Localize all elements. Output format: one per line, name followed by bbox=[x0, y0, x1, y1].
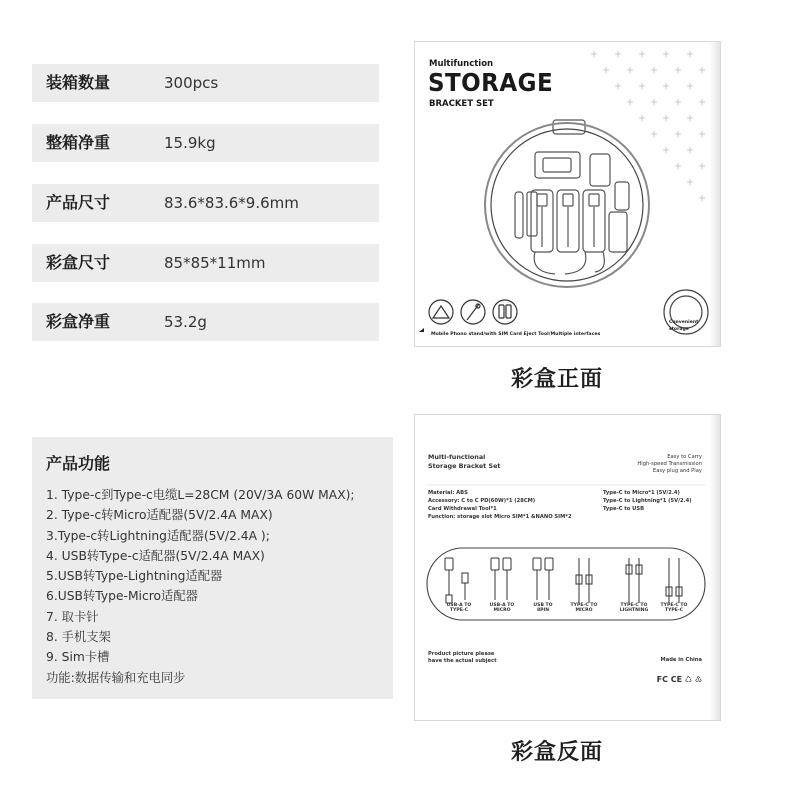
cable-label-line: MICRO bbox=[575, 608, 593, 614]
sim-eject-tool-icon bbox=[461, 300, 485, 324]
back-box-image bbox=[415, 415, 720, 720]
usb-a-to-type-c-cable-icon bbox=[445, 558, 468, 603]
feature-item: 功能:数据传输和充电同步 bbox=[46, 670, 186, 685]
spec-row-carton-quantity bbox=[32, 64, 379, 102]
cable-label bbox=[653, 603, 695, 614]
front-box-image bbox=[415, 42, 720, 346]
feature-item: 4. USB转Type-c适配器(5V/2.4A MAX) bbox=[46, 548, 265, 563]
cable-label bbox=[481, 603, 523, 614]
cable-label-line: TYPE-C TO bbox=[570, 603, 598, 608]
front-title-line2: STORAGE bbox=[428, 68, 554, 97]
left-spec: Card Withdrawal Tool*1 bbox=[428, 506, 497, 512]
cable-label-line: TYPE-C TO bbox=[660, 603, 688, 608]
type-c-to-type-c-cable-icon bbox=[666, 558, 682, 603]
cable-label-line: USB TO bbox=[533, 603, 553, 608]
spec-label: 产品尺寸 bbox=[46, 193, 111, 212]
back-box-caption: 彩盒反面 bbox=[511, 740, 604, 765]
feature-panel bbox=[32, 437, 393, 699]
back-title-line1: Multi-functional bbox=[428, 453, 486, 461]
front-box-caption: 彩盒正面 bbox=[511, 367, 604, 392]
plus-pattern-icon bbox=[591, 51, 705, 201]
front-bottom-text: Mobile Phono stand/with SIM Card Eject Tool/Multiple interfaces bbox=[431, 332, 601, 337]
spec-row-carton-weight bbox=[32, 124, 379, 162]
left-spec: Accessory: C to C PD(60W)*1 (28CM) bbox=[428, 498, 536, 504]
spec-row-box-size bbox=[32, 244, 379, 282]
left-spec: Function: storage slot Micro SIM*1 &NANO SIM*2 bbox=[428, 514, 572, 520]
feature-title: 产品功能 bbox=[46, 454, 111, 473]
tagline-1: Easy to Carry bbox=[667, 454, 702, 460]
cable-label bbox=[522, 603, 564, 614]
triangle-icon bbox=[419, 328, 424, 332]
usb-a-to-micro-cable-icon bbox=[491, 558, 511, 600]
feature-item: 5.USB转Type-Lightning适配器 bbox=[46, 569, 223, 584]
right-spec: Type-C to USB bbox=[603, 506, 645, 512]
convenient-line1: Convenient bbox=[669, 320, 699, 325]
front-title-line3: BRACKET SET bbox=[429, 99, 494, 109]
cable-label-line: MICRO bbox=[493, 608, 511, 614]
cable-label bbox=[563, 603, 605, 614]
notice-line2: have the actual subject bbox=[428, 658, 497, 664]
usb-to-8pin-cable-icon bbox=[533, 558, 553, 600]
cable-label bbox=[613, 603, 655, 614]
cable-label bbox=[438, 603, 480, 614]
type-c-to-lightning-cable-icon bbox=[626, 558, 642, 603]
spec-row-product-size bbox=[32, 184, 379, 222]
cert-marks: FC CE ♺ ♳ bbox=[656, 675, 702, 684]
spec-value: 53.2g bbox=[164, 313, 207, 331]
front-title-line1: Multifunction bbox=[429, 59, 494, 69]
cable-label-line: USB-A TO bbox=[489, 603, 515, 608]
right-spec: Type-C to Lightning*1 (5V/2.4) bbox=[603, 498, 692, 504]
cable-label-line: TYPE-C bbox=[449, 608, 469, 614]
feature-item: 1. Type-c到Type-c电缆L=28CM (20V/3A 60W MAX); bbox=[46, 488, 355, 502]
spec-value: 300pcs bbox=[164, 74, 219, 92]
tagline-3: Easy plug and Play bbox=[652, 468, 702, 474]
spec-label: 彩盒尺寸 bbox=[46, 253, 111, 272]
spec-label: 装箱数量 bbox=[46, 73, 111, 92]
cable-label-line: USB-A TO bbox=[446, 603, 472, 608]
feature-item: 2. Type-c转Micro适配器(5V/2.4A MAX) bbox=[46, 508, 273, 523]
feature-item: 3.Type-c转Lightning适配器(5V/2.4A ); bbox=[46, 528, 270, 543]
type-c-to-micro-cable-icon bbox=[576, 558, 592, 603]
spec-value: 83.6*83.6*9.6mm bbox=[164, 194, 299, 212]
cable-label-line: TYPE-C TO bbox=[620, 603, 648, 608]
right-spec: Type-C to Micro*1 (5V/2.4) bbox=[603, 490, 680, 496]
storage-case-icon bbox=[485, 120, 649, 287]
cable-label-line: TYPE-C bbox=[664, 608, 684, 614]
back-title-line2: Storage Bracket Set bbox=[428, 462, 501, 470]
phone-stand-icon bbox=[429, 300, 453, 324]
feature-list bbox=[46, 485, 355, 688]
notice-line1: Product picture please bbox=[428, 651, 495, 657]
feature-item: 9. Sim卡槽 bbox=[46, 650, 110, 665]
spec-value: 85*85*11mm bbox=[164, 254, 266, 272]
spec-row-box-weight bbox=[32, 303, 379, 341]
cable-label-line: 8PIN bbox=[536, 608, 550, 614]
left-spec: Material: ABS bbox=[428, 490, 468, 496]
spec-value: 15.9kg bbox=[164, 134, 216, 152]
convenient-line2: storage bbox=[669, 327, 689, 332]
feature-item: 7. 取卡针 bbox=[46, 609, 99, 624]
spec-label: 彩盒净重 bbox=[46, 312, 111, 331]
cable-label-line: LIGHTNING bbox=[619, 608, 649, 614]
tagline-2: High-speed Transmission bbox=[637, 461, 702, 467]
spec-label: 整箱净重 bbox=[46, 133, 111, 152]
interfaces-icon bbox=[493, 300, 517, 324]
made-in-china: Made in China bbox=[660, 657, 702, 663]
feature-item: 8. 手机支架 bbox=[46, 630, 111, 645]
feature-item: 6.USB转Type-Micro适配器 bbox=[46, 589, 198, 604]
